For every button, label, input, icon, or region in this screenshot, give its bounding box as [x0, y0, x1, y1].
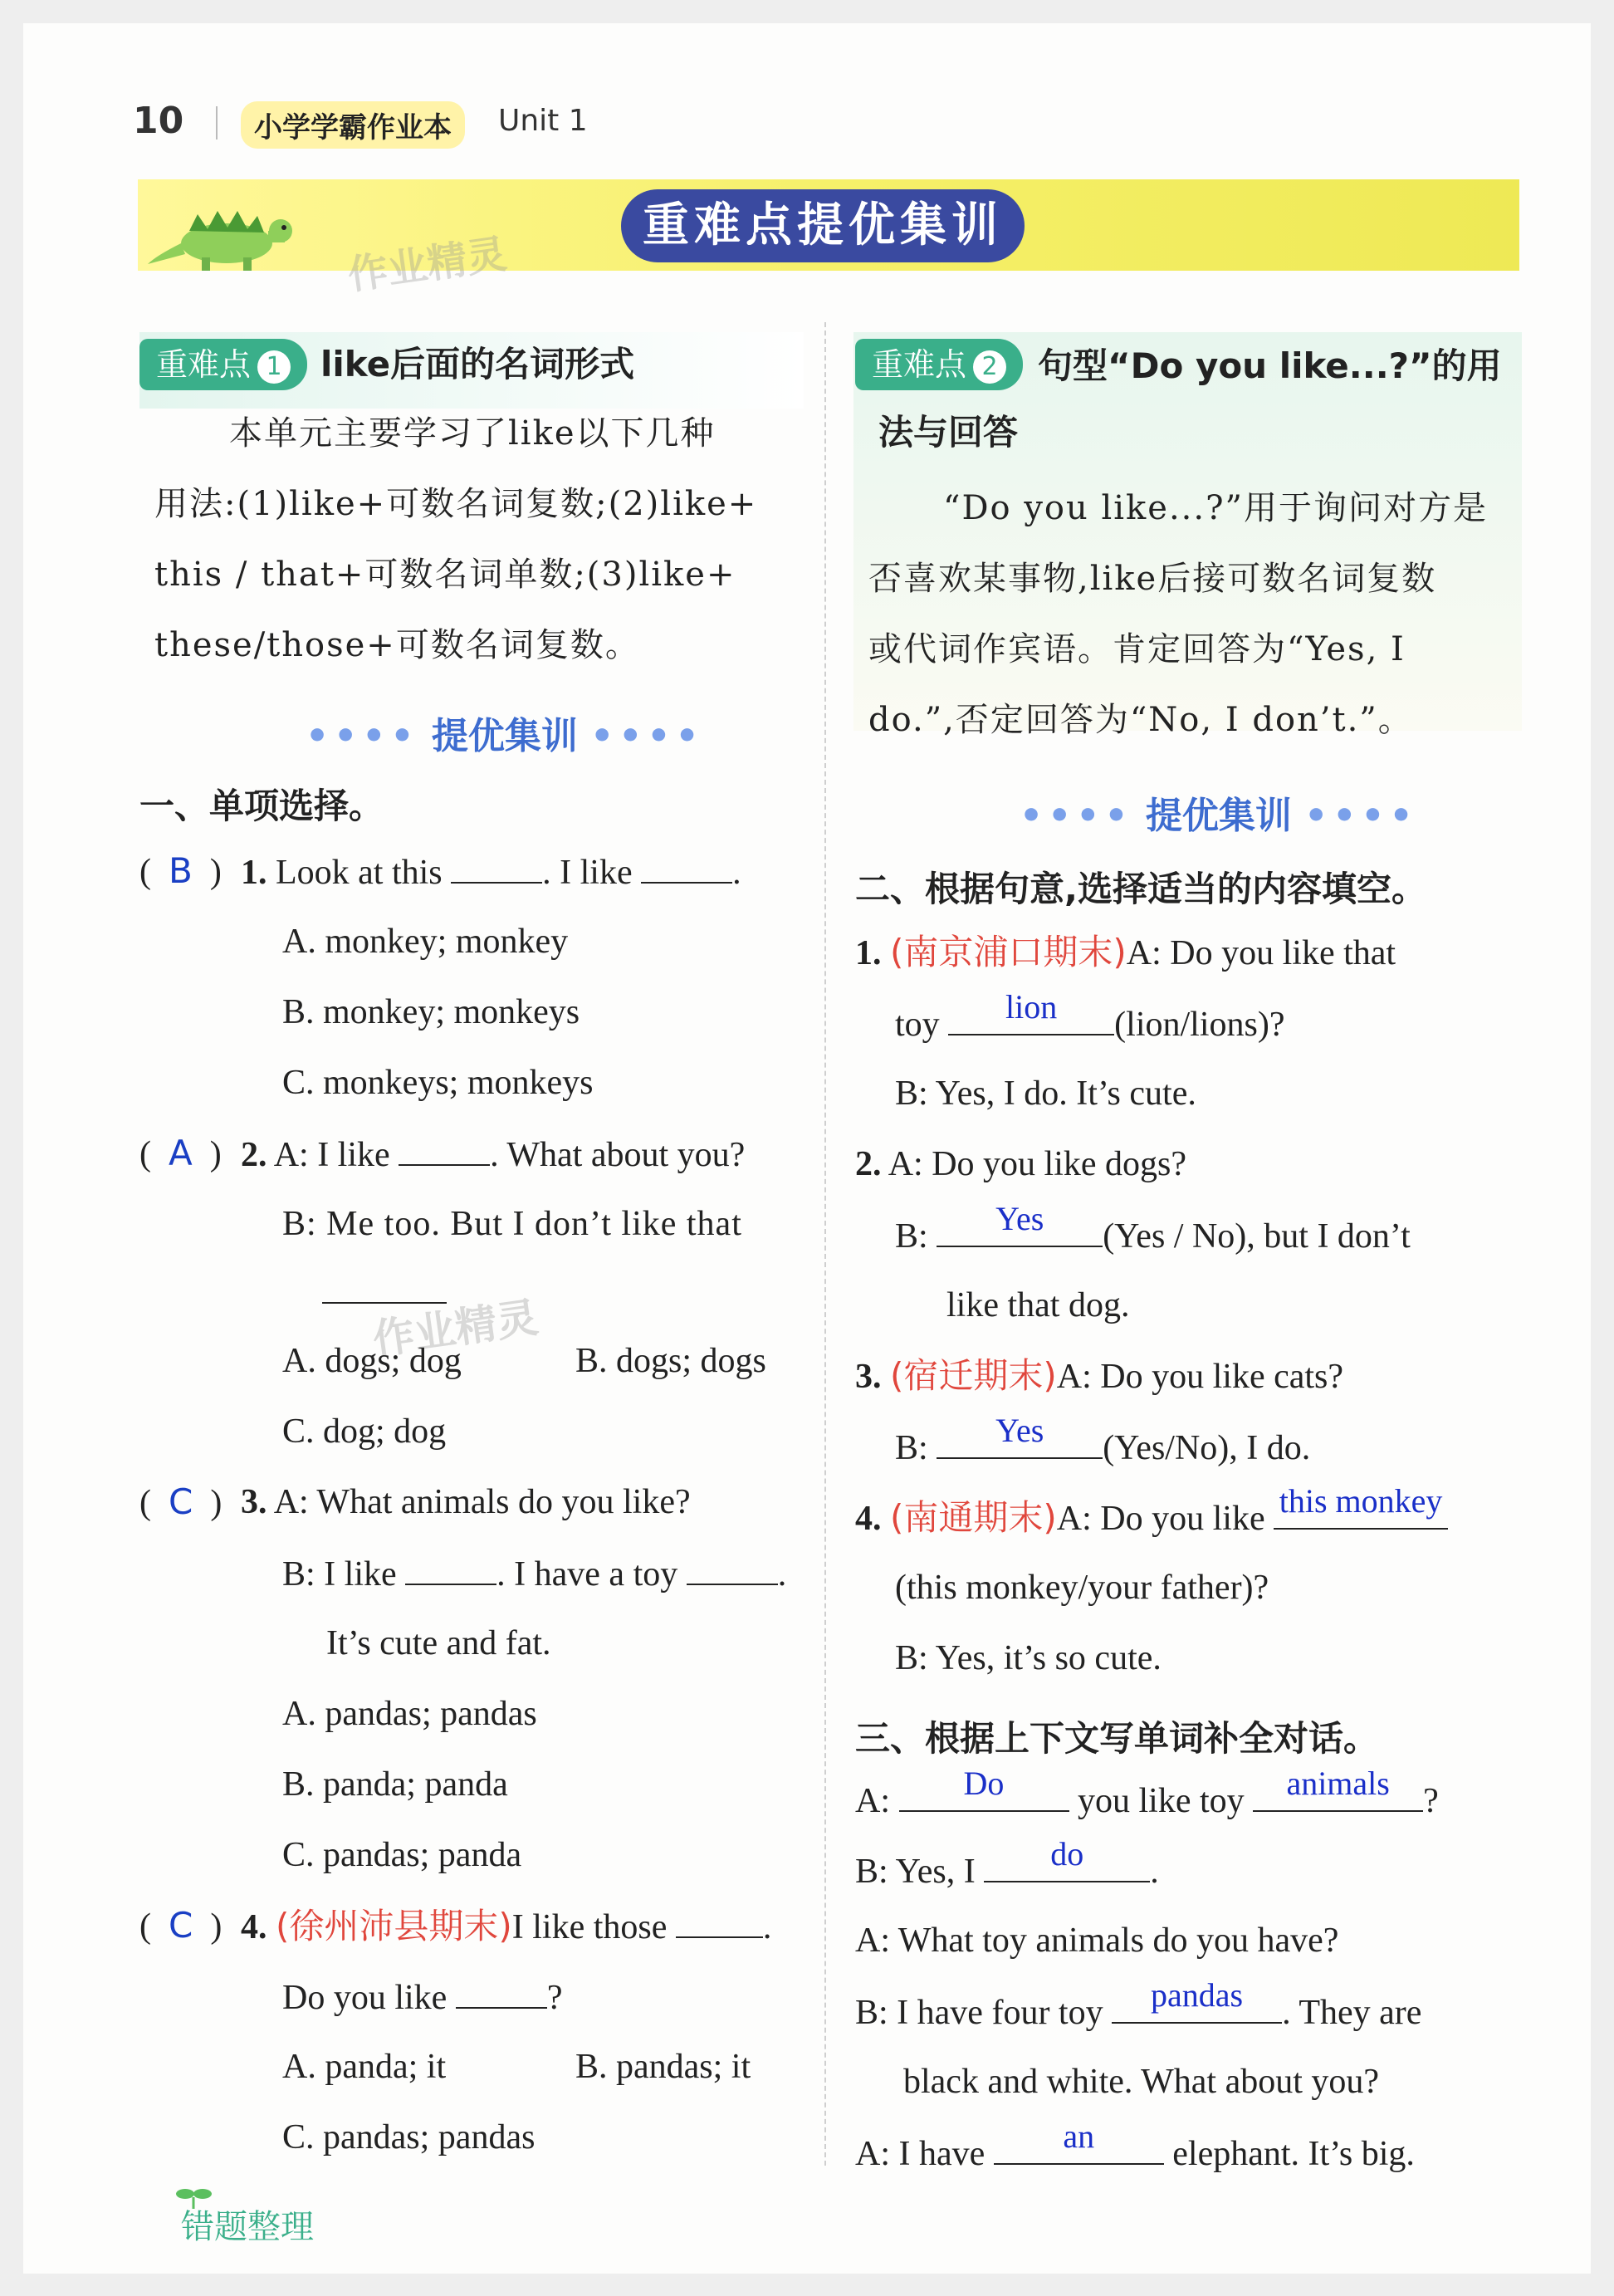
question-2-answer: ( A ) [139, 1133, 222, 1173]
watermark-banner: 作业精灵 [345, 230, 510, 300]
banner-title: 重难点提优集训 [621, 189, 1025, 262]
s2-q2-line1: 2. A: Do you like dogs? [855, 1145, 1186, 1183]
topic-tag-1: 重难点 1 [139, 339, 307, 390]
q2-option-b: B. dogs; dogs [575, 1342, 766, 1380]
s2-q3-line1: 3. (宿迁期末)A: Do you like cats? [855, 1355, 1344, 1396]
book-title: 小学学霸作业本 [241, 101, 465, 149]
q1-option-c: C. monkeys; monkeys [282, 1064, 594, 1102]
question-1-answer: ( B ) [139, 850, 222, 891]
section-3-heading: 三、根据上下文写单词补全对话。 [855, 1718, 1379, 1759]
footer-label: 错题整理 [181, 2208, 314, 2246]
topic-tag-2: 重难点 2 [855, 339, 1023, 390]
unit-label: Unit 1 [498, 104, 588, 138]
dialogue-answer-1: Do [963, 1765, 1005, 1802]
intro2-line-1: “Do you like...?”用于询问对方是 [943, 489, 1489, 527]
s2-q2-line2: B: Yes (Yes / No), but I don’t [895, 1200, 1411, 1256]
intro-line-1: 本单元主要学习了like以下几种 [229, 414, 716, 453]
dialogue-line-3: A: What toy animals do you have? [855, 1921, 1339, 1960]
q3-b-line: B: I like . I have a toy . [282, 1555, 787, 1593]
q3-option-a: A. pandas; pandas [282, 1695, 537, 1733]
topic-title-2b: 法与回答 [878, 412, 1019, 453]
intro-line-4: these/those+可数名词复数。 [154, 626, 640, 664]
intro-line-2: 用法:(1)like+可数名词复数;(2)like+ [154, 485, 758, 523]
q2-b-line: B: Me too. But I don’t like that [282, 1205, 742, 1243]
intro-line-3: this / that+可数名词单数;(3)like+ [154, 556, 736, 594]
topic-title-2a: 句型“Do you like...?”的用 [1038, 345, 1502, 386]
q2-option-a: A. dogs; dog [282, 1342, 462, 1380]
section-2-heading: 二、根据句意,选择适当的内容填空。 [855, 869, 1426, 909]
q4-option-a: A. panda; it [282, 2048, 447, 2086]
s2-q2-answer: Yes [995, 1200, 1044, 1237]
s2-q4-b: B: Yes, it’s so cute. [895, 1639, 1162, 1677]
s2-q4-line2: (this monkey/your father)? [895, 1569, 1269, 1607]
dialogue-answer-2: animals [1286, 1765, 1390, 1802]
s2-q4-line1: 4. (南通期末)A: Do you like this monkey [855, 1500, 1448, 1536]
s2-q3-answer: Yes [995, 1412, 1044, 1449]
dialogue-line-1: A: Do you like toy animals ? [855, 1765, 1439, 1820]
question-3-stem: 3. A: What animals do you like? [241, 1483, 691, 1521]
s2-q1-answer: lion [1005, 988, 1058, 1026]
subhead-left: •••• 提优集训 •••• [306, 715, 704, 757]
intro2-line-3: 或代词作宾语。肯定回答为“Yes, I [868, 630, 1406, 668]
question-1-stem: 1. Look at this . I like . [241, 854, 741, 892]
question-4-answer: ( C ) [139, 1905, 223, 1946]
page-number: 10 [133, 100, 184, 142]
watermark-left: 作业精灵 [369, 1293, 541, 1364]
s2-q1-line1: 1. (南京浦口期末)A: Do you like that [855, 932, 1396, 972]
s2-q3-line2: B: Yes (Yes/No), I do. [895, 1412, 1311, 1467]
q1-option-a: A. monkey; monkey [282, 923, 569, 961]
dialogue-line-5: A: I have an elephant. It’s big. [855, 2117, 1415, 2173]
dialogue-answer-5: an [1063, 2117, 1095, 2155]
s2-q4-answer: this monkey [1279, 1482, 1443, 1520]
dialogue-answer-4: pandas [1151, 1976, 1244, 2014]
s2-q1-line2: toy lion (lion/lions)? [895, 988, 1285, 1044]
header-divider [216, 106, 218, 140]
topic-title-1: like后面的名词形式 [320, 344, 635, 384]
question-4-stem: 4. (徐州沛县期末)I like those . [241, 1906, 772, 1946]
dialogue-line-2: B: Yes, I do . [855, 1835, 1159, 1891]
s2-q2-line3: like that dog. [946, 1286, 1130, 1324]
subhead-right: •••• 提优集训 •••• [1020, 795, 1418, 837]
q4-option-b: B. pandas; it [575, 2048, 751, 2086]
workbook-page [23, 23, 1591, 2274]
q2-option-c: C. dog; dog [282, 1412, 447, 1451]
dinosaur-icon [148, 198, 314, 272]
section-1-heading: 一、单项选择。 [139, 786, 384, 826]
question-3-answer: ( C ) [139, 1481, 223, 1522]
sprout-icon [173, 2186, 214, 2210]
column-divider [824, 322, 826, 2166]
q3-option-c: C. pandas; panda [282, 1836, 522, 1874]
dialogue-line-4b: black and white. What about you? [903, 2063, 1380, 2101]
intro2-line-2: 否喜欢某事物,like后接可数名词复数 [868, 560, 1437, 598]
q4-line-2: Do you like ? [282, 1979, 563, 2017]
q3-continuation: It’s cute and fat. [326, 1624, 551, 1662]
q3-option-b: B. panda; panda [282, 1765, 508, 1804]
q1-option-b: B. monkey; monkeys [282, 993, 580, 1031]
q4-option-c: C. pandas; pandas [282, 2118, 536, 2156]
dialogue-line-4: B: I have four toy pandas . They are [855, 1976, 1422, 2032]
intro2-line-4: do.”,否定回答为“No, I don’t.”。 [868, 701, 1413, 739]
s2-q1-b: B: Yes, I do. It’s cute. [895, 1075, 1196, 1113]
question-2-stem: 2. A: I like . What about you? [241, 1136, 746, 1174]
dialogue-answer-3: do [1050, 1835, 1084, 1873]
